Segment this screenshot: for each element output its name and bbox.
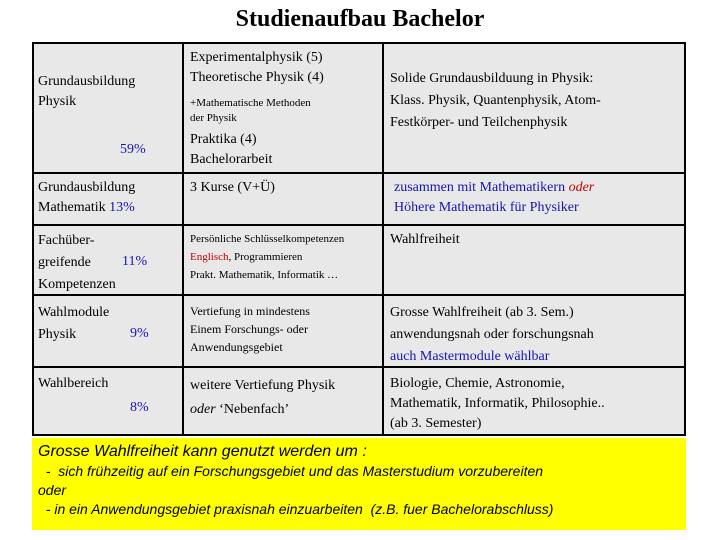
- note-line: - sich frühzeitig auf ein Forschungsgebiet und das Masterstudium vorzubereiten: [38, 463, 544, 479]
- row-divider: [34, 294, 684, 296]
- cell-math-methods: +Mathematische Methoden der Physik: [190, 97, 311, 124]
- note-line: oder: [38, 482, 67, 498]
- note-headline: Grosse Wahlfreiheit kann genutzt werden um :: [38, 443, 367, 460]
- note-line: - in ein Anwendungsgebiet praxisnah einzuarbeiten (z.B. fuer Bachelorabschluss): [38, 501, 554, 517]
- cell-wahlfreiheit: Wahlfreiheit: [390, 232, 460, 247]
- percent-badge: 8%: [130, 400, 149, 415]
- cell-praktika: Praktika (4) Bachelorarbeit: [190, 132, 273, 167]
- cell-wahlbereich-description: Biologie, Chemie, Astronomie, Mathematik, Informatik, Philosophie.. (ab 3. Semester): [390, 376, 605, 431]
- cell-key-competences: Persönliche Schlüsselkompetenzen Englisch, Programmieren Prakt. Mathematik, Informatik …: [190, 233, 345, 281]
- curriculum-table: [32, 42, 686, 436]
- percent-badge: 9%: [130, 326, 149, 341]
- column-divider: [382, 44, 384, 434]
- page-title: Studienaufbau Bachelor: [235, 6, 485, 32]
- cell-physik-description: Solide Grundausbilduung in Physik: Klass. Physik, Quantenphysik, Atom- Festkörper- und Teilchenphysik: [390, 71, 601, 130]
- row-label-grundausbildung-physik: Grundausbildung Physik: [38, 74, 136, 109]
- cell-math-courses: 3 Kurse (V+Ü): [190, 180, 275, 195]
- percent-badge: 13%: [109, 200, 135, 215]
- row-label-grundausbildung-mathematik: Grundausbildung Mathematik 13%: [38, 180, 136, 215]
- cell-wahlmodule-description: Grosse Wahlfreiheit (ab 3. Sem.) anwendungsnah oder forschungsnah auch Mastermodule wählbar: [390, 305, 594, 364]
- percent-badge: 59%: [120, 142, 146, 157]
- row-divider: [34, 172, 684, 174]
- percent-badge: 11%: [122, 254, 148, 269]
- cell-physik-courses: Experimentalphysik (5) Theoretische Physik (4): [190, 50, 324, 85]
- cell-weitere-vertiefung: weitere Vertiefung Physik oder ‘Nebenfach’: [190, 378, 336, 417]
- row-divider: [34, 224, 684, 226]
- row-label-fachuebergreifend: Fachüber- greifende Kompetenzen: [38, 233, 116, 292]
- row-label-wahlbereich: Wahlbereich: [38, 376, 109, 391]
- cell-vertiefung: Vertiefung in mindestens Einem Forschungs- oder Anwendungsgebiet: [190, 304, 310, 354]
- row-label-wahlmodule: Wahlmodule Physik: [38, 305, 110, 342]
- column-divider: [182, 44, 184, 434]
- cell-math-description: zusammen mit Mathematikern oder Höhere Mathematik für Physiker: [394, 180, 595, 215]
- highlight-note: [32, 438, 686, 530]
